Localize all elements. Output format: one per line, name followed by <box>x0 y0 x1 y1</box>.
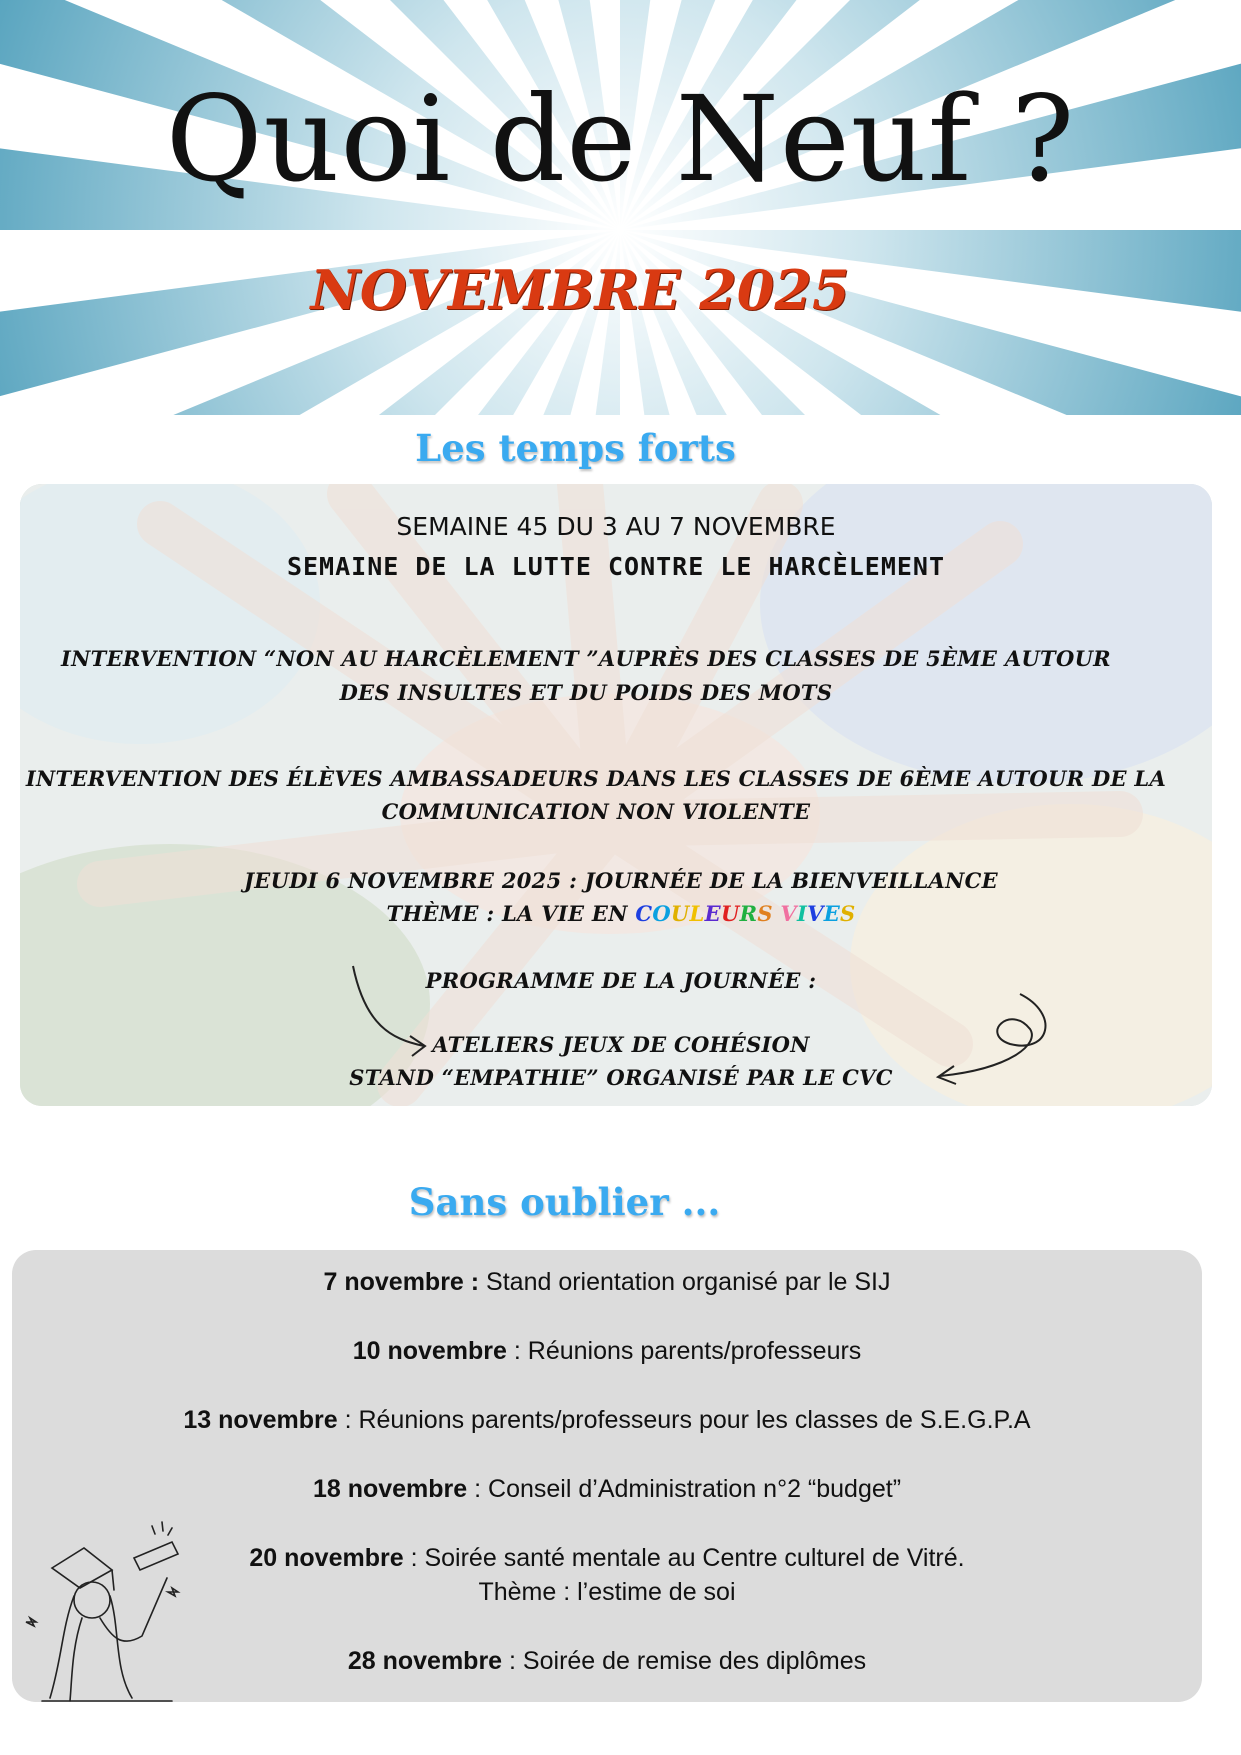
reminder-date: 20 novembre <box>249 1544 404 1572</box>
theme-prefix: THÈME : LA VIE EN <box>386 901 636 926</box>
reminder-date: 7 novembre : <box>323 1268 480 1296</box>
reminder-text: : Conseil d’Administration n°2 “budget” <box>467 1475 902 1503</box>
graduate-illustration-icon <box>22 1518 192 1703</box>
reminder-item <box>12 1268 1202 1297</box>
intervention-2-line-1: INTERVENTION DES ÉLÈVES AMBASSADEURS DANS LES CLASSES DE 6ÈME AUTOUR DE LA <box>25 766 1167 791</box>
reminder-date: 28 novembre <box>347 1647 503 1675</box>
reminder-item <box>12 1337 1202 1366</box>
reminder-date: 18 novembre <box>312 1475 468 1503</box>
reminder-item <box>12 1475 1202 1504</box>
program-item-1: ATELIERS JEUX DE COHÉSION <box>432 1032 810 1057</box>
reminder-text: : Soirée de remise des diplômes <box>502 1647 867 1675</box>
theme-line <box>25 901 1212 926</box>
reminder-text: : Réunions parents/professeurs pour les classes de S.E.G.P.A <box>337 1406 1031 1434</box>
newsletter-title: Quoi de Neuf ? <box>165 70 1076 208</box>
intervention-2-line-2: COMMUNICATION NON VIOLENTE <box>381 799 811 824</box>
reminder-text: Stand orientation organisé par le SIJ <box>479 1268 891 1296</box>
program-label: PROGRAMME DE LA JOURNÉE : <box>425 968 817 993</box>
program-item-2: STAND “EMPATHIE” ORGANISÉ PAR LE CVC <box>349 1065 893 1090</box>
highlights-heading: Les temps forts <box>415 426 736 470</box>
reminder-date: 10 novembre <box>352 1337 507 1365</box>
highlights-text <box>20 484 1212 1106</box>
reminder-text: : Soirée santé mentale au Centre culturel de Vitré. <box>403 1544 965 1572</box>
week-title: SEMAINE DE LA LUTTE CONTRE LE HARCÈLEMENT <box>286 552 946 581</box>
week-label: SEMAINE 45 DU 3 AU 7 NOVEMBRE <box>396 512 836 541</box>
reminder-item-continuation: Thème : l’estime de soi <box>478 1578 736 1606</box>
highlights-panel <box>20 484 1212 1106</box>
month-title: NOVEMBRE 2025 <box>310 258 850 322</box>
reminder-text: : Réunions parents/professeurs <box>506 1337 862 1365</box>
kindness-day-line: JEUDI 6 NOVEMBRE 2025 : JOURNÉE DE LA BIENVEILLANCE <box>244 868 998 893</box>
header-sunburst <box>0 0 1241 415</box>
reminders-heading: Sans oublier ... <box>408 1180 721 1224</box>
intervention-1-line-1: INTERVENTION “NON AU HARCÈLEMENT ”AUPRÈS DES CLASSES DE 5ÈME AUTOUR <box>61 646 1111 671</box>
reminder-date: 13 novembre <box>183 1406 338 1434</box>
intervention-1-line-2: DES INSULTES ET DU POIDS DES MOTS <box>339 680 833 705</box>
theme-colored-words: COULEURS VIVES <box>635 901 856 926</box>
reminder-item <box>12 1406 1202 1435</box>
